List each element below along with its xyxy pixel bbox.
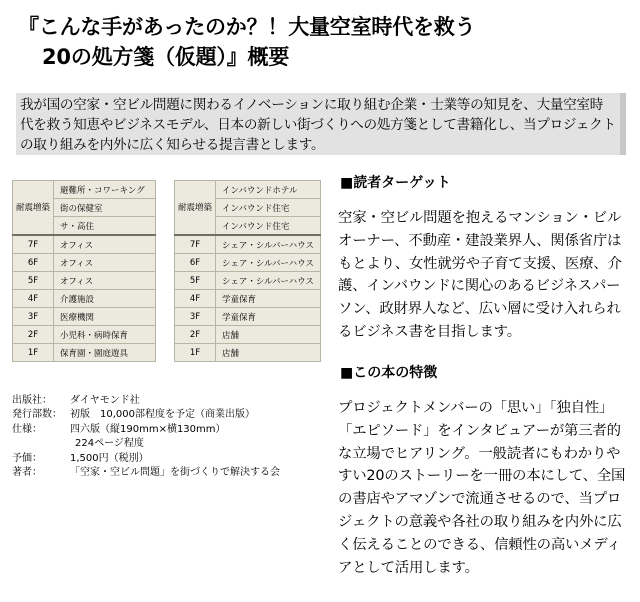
floor-use: シェア・シルバーハウス: [216, 235, 321, 254]
floor-label: 5F: [175, 272, 216, 290]
floor-use: 介護施設: [54, 290, 156, 308]
author-row: [12, 466, 330, 480]
print-run-label: 発行部数：: [12, 409, 62, 421]
floor-label: 1F: [13, 344, 54, 362]
print-run-row: [12, 408, 330, 422]
floor-use: 学童保育: [216, 290, 321, 308]
floor-label: 2F: [13, 326, 54, 344]
floor-use: オフィス: [54, 272, 156, 290]
group-row: 街の保健室: [54, 199, 156, 217]
readers-body: 空家・空ビル問題を抱えるマンション・ビルオーナー、不動産・建設業界人、関係省庁はもとより、女性就労や子育て支援、医療、介護、インバウンドに関心のあるビジネスパーソン、政財界人など、広い層に受け入れられるビジネス書を目指します。: [338, 210, 622, 340]
title-line-1: 『こんな手があったのか？！大量空室時代を救う: [18, 15, 476, 39]
intro-box: 我が国の空家・空ビル問題に関わるイノベーションに取り組む企業・士業等の知見を、大量空室時代を救う知恵やビジネスモデル、日本の新しい街づくりへの処方箋として書籍化し、当プロジェクトの取り組みを内外に広く知らせる提言書とします。: [16, 93, 626, 155]
page-title: [18, 12, 628, 72]
group-row: インバウンドホテル: [216, 181, 321, 199]
publisher-label: 出版社：: [12, 395, 52, 406]
price-label: 予価：: [12, 452, 42, 464]
spec-label: 仕様：: [12, 423, 42, 435]
floor-use: 保育園・園庭遊具: [54, 344, 156, 362]
floor-label: 7F: [175, 235, 216, 254]
floor-label: 4F: [175, 290, 216, 308]
print-run-value: 初版 10,000部程度を予定（商業出版）: [70, 409, 255, 421]
group-row: インバウンド住宅: [216, 199, 321, 217]
floor-use: シェア・シルバーハウス: [216, 272, 321, 290]
author-label: 著者：: [12, 467, 42, 479]
floor-label: 6F: [175, 254, 216, 272]
building-diagram-right: [174, 180, 321, 362]
floor-label: 2F: [175, 326, 216, 344]
building-diagram-left: [12, 180, 156, 362]
floor-use: シェア・シルバーハウス: [216, 254, 321, 272]
group-row: インバウンド住宅: [216, 217, 321, 236]
features-heading: ■この本の特徴: [340, 365, 438, 381]
book-info: [12, 394, 330, 480]
floor-label: 7F: [13, 235, 54, 254]
floor-use: オフィス: [54, 254, 156, 272]
floor-use: 小児科・病時保育: [54, 326, 156, 344]
floor-label: 3F: [175, 308, 216, 326]
group-label: 耐震増築: [175, 181, 216, 236]
floor-use: オフィス: [54, 235, 156, 254]
floor-use: 学童保育: [216, 308, 321, 326]
floor-use: 店舗: [216, 326, 321, 344]
features-body: プロジェクトメンバーの「思い」「独自性」「エピソード」をインタビュアーが第三者的な立場でヒアリング。一般読者にもわかりやすい20のストーリーを一冊の本にして、全国の書店やアマゾンで流通させるので、当プロジェクトの意義や各社の取り組みを内外に広く伝えることのできる、信頼性の高いメディアとして活用します。: [338, 400, 626, 576]
title-line-2: 20の処方箋（仮題）』概要: [42, 45, 290, 69]
price-row: [12, 452, 330, 466]
floor-use: 医療機関: [54, 308, 156, 326]
floor-use: 店舗: [216, 344, 321, 362]
publisher-row: [12, 394, 330, 408]
group-row: サ・高住: [54, 217, 156, 236]
floor-label: 6F: [13, 254, 54, 272]
floor-label: 4F: [13, 290, 54, 308]
floor-label: 3F: [13, 308, 54, 326]
floor-label: 5F: [13, 272, 54, 290]
publisher-value: ダイヤモンド社: [70, 395, 140, 406]
spec-value-2: 224ページ程度: [75, 438, 144, 450]
group-label: 耐震増築: [13, 181, 54, 236]
price-value: 1,500円（税別）: [70, 452, 149, 464]
floor-label: 1F: [175, 344, 216, 362]
group-row: 避難所・コワーキング: [54, 181, 156, 199]
spec-row: [12, 423, 330, 437]
author-value: 「空家・空ビル問題」を街づくりで解決する会: [70, 467, 280, 479]
readers-heading: ■読者ターゲット: [340, 175, 451, 191]
spec-value: 四六版（縦190mm×横130mm）: [70, 423, 226, 435]
